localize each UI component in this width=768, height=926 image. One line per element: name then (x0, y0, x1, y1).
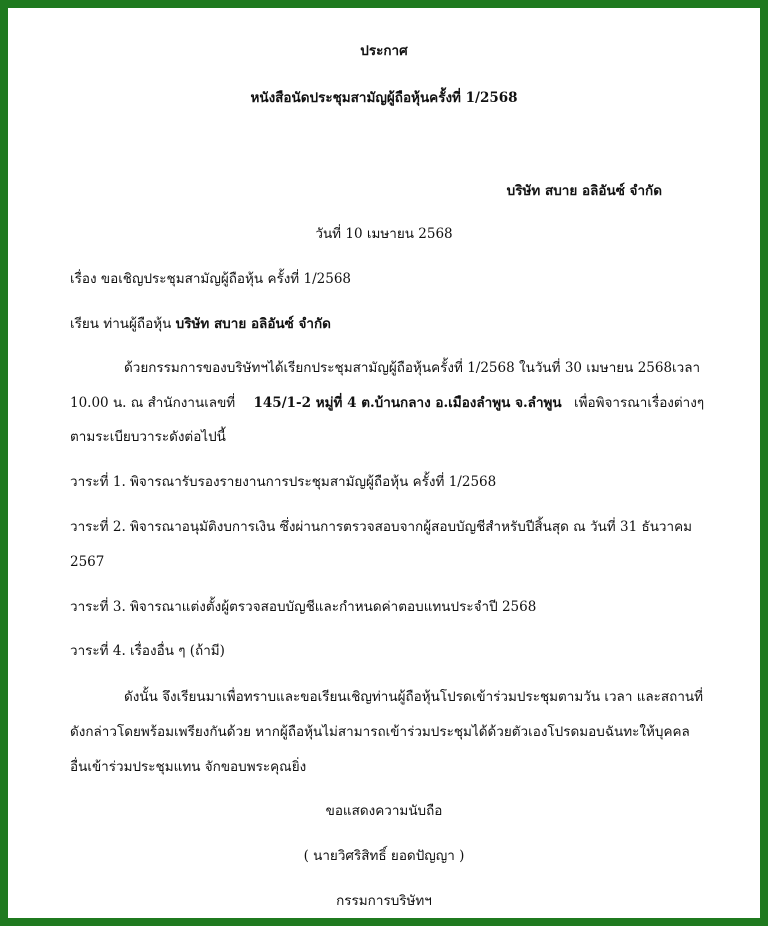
agenda-item-4: วาระที่ 4. เรื่องอื่น ๆ (ถ้ามี) (70, 643, 225, 659)
signer-name: ( นายวิศริสิทธิ์ ยอดปัญญา ) (303, 848, 465, 864)
intro-line-2 (70, 394, 704, 412)
closing-line-3: อื่นเข้าร่วมประชุมแทน จักขอบพระคุณยิ่ง (70, 759, 307, 775)
intro-time-office: 10.00 น. ณ สำนักงานเลขที่ (70, 395, 236, 411)
regards: ขอแสดงความนับถือ (325, 803, 443, 819)
closing-line-2: ดังกล่าวโดยพร้อมเพรียงกันด้วย หากผู้ถือหุ้นไม่สามารถเข้าร่วมประชุมได้ด้วยตัวเองโปรดมอบฉันทะให้บุคคล (70, 724, 690, 740)
agenda-item-1: วาระที่ 1. พิจารณารับรองรายงานการประชุมสามัญผู้ถือหุ้น ครั้งที่ 1/2568 (70, 474, 497, 490)
company-name: บริษัท สบาย อลิอันซ์ จำกัด (506, 183, 662, 199)
agenda-item-2-line-2: 2567 (70, 554, 105, 570)
intro-address: 145/1-2 หมู่ที่ 4 ต.บ้านกลาง อ.เมืองลำพูน จ.ลำพูน (253, 395, 562, 411)
recipient-prefix: เรียน ท่านผู้ถือหุ้น (70, 316, 172, 332)
intro-line-1: ด้วยกรรมการของบริษัทฯได้เรียกประชุมสามัญผู้ถือหุ้นครั้งที่ 1/2568 ในวันที่ 30 เมษายน 2568เวลา (124, 360, 701, 376)
signer-title: กรรมการบริษัทฯ (336, 893, 432, 909)
intro-line-3: ตามระเบียบวาระดังต่อไปนี้ (70, 429, 226, 445)
agenda-item-2-line-1: วาระที่ 2. พิจารณาอนุมัติงบการเงิน ซึ่งผ่านการตรวจสอบจากผู้สอบบัญชีสำหรับปีสิ้นสุด ณ วันที่ 31 ธันวาคม (70, 519, 693, 535)
recipient-company: บริษัท สบาย อลิอันซ์ จำกัด (175, 316, 331, 332)
subject-line: เรื่อง ขอเชิญประชุมสามัญผู้ถือหุ้น ครั้งที่ 1/2568 (70, 271, 351, 287)
agenda-item-3: วาระที่ 3. พิจารณาแต่งตั้งผู้ตรวจสอบบัญชีและกำหนดค่าตอบแทนประจำปี 2568 (70, 599, 537, 615)
date-line: วันที่ 10 เมษายน 2568 (315, 226, 453, 242)
intro-purpose: เพื่อพิจารณาเรื่องต่างๆ (573, 395, 705, 411)
subheading: หนังสือนัดประชุมสามัญผู้ถือหุ้นครั้งที่ 1/2568 (250, 90, 518, 106)
heading: ประกาศ (360, 43, 408, 59)
recipient-line (70, 315, 331, 333)
closing-line-1: ดังนั้น จึงเรียนมาเพื่อทราบและขอเรียนเชิญท่านผู้ถือหุ้นโปรดเข้าร่วมประชุมตามวัน เวลา และสถานที่ (124, 689, 704, 705)
announcement-page (18, 18, 750, 908)
